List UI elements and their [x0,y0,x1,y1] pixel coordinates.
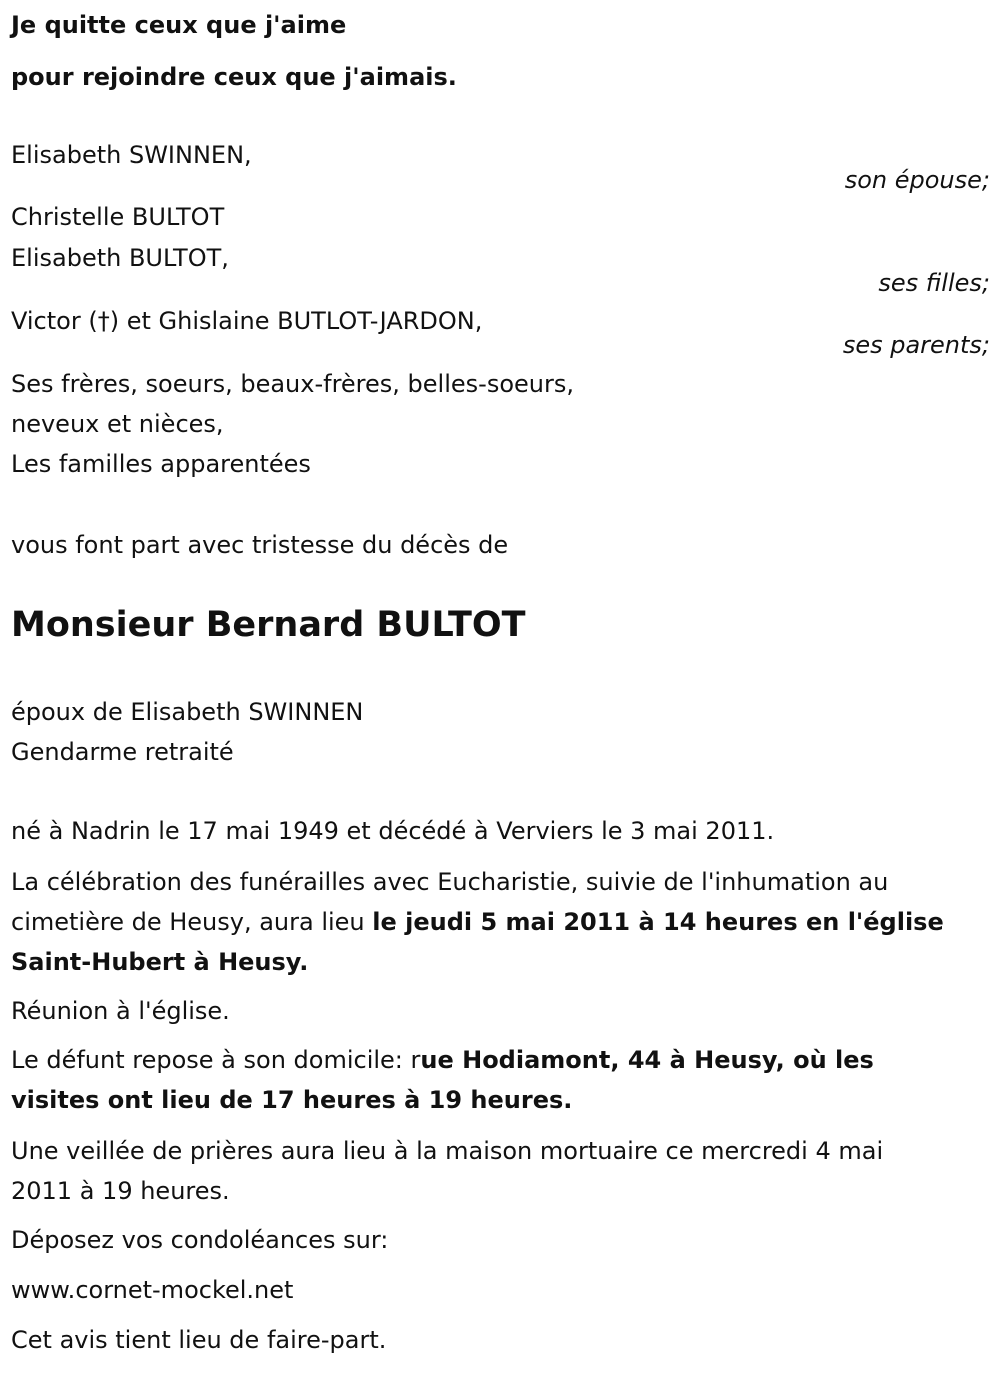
funeral-line-2 [11,908,944,936]
funeral-line-3: Saint-Hubert à Heusy. [11,948,309,976]
epigraph-line-2: pour rejoindre ceux que j'aimais. [11,63,457,91]
birth-death: né à Nadrin le 17 mai 1949 et décédé à Verviers le 3 mai 2011. [11,817,775,845]
meeting: Réunion à l'église. [11,997,230,1025]
vigil-line: 2011 à 19 heures. [11,1177,230,1205]
daughter-name: Christelle BULTOT [11,203,225,231]
relatives-line: neveux et nièces, [11,410,224,438]
spouse-name: Elisabeth SWINNEN, [11,141,252,169]
funeral-plain: cimetière de Heusy, aura lieu [11,908,373,936]
rest-line-2: visites ont lieu de 17 heures à 19 heures. [11,1086,573,1114]
relatives-line: Les familles apparentées [11,450,311,478]
detail-line: époux de Elisabeth SWINNEN [11,698,364,726]
rest-line-1 [11,1046,874,1074]
parents-role: ses parents; [842,331,990,359]
condolences: Déposez vos condoléances sur: [11,1226,389,1254]
detail-line: Gendarme retraité [11,738,234,766]
funeral-bold: le jeudi 5 mai 2011 à 14 heures en l'église [372,908,944,936]
daughters-role: ses filles; [878,269,990,297]
rest-bold: ue Hodiamont, 44 à Heusy, où les [420,1046,874,1074]
relatives-line: Ses frères, soeurs, beaux-frères, belles-soeurs, [11,370,574,398]
epigraph-line-1: Je quitte ceux que j'aime [11,11,347,39]
closing: Cet avis tient lieu de faire-part. [11,1326,387,1354]
deceased-name: Monsieur Bernard BULTOT [11,605,526,645]
announcement: vous font part avec tristesse du décès de [11,531,509,559]
spouse-role: son épouse; [844,166,990,194]
funeral-line-1: La célébration des funérailles avec Eucharistie, suivie de l'inhumation au [11,868,889,896]
daughter-name: Elisabeth BULTOT, [11,244,229,272]
website-link[interactable]: www.cornet-mockel.net [11,1276,294,1304]
parents-names: Victor (†) et Ghislaine BUTLOT-JARDON, [11,307,483,335]
rest-plain: Le défunt repose à son domicile: r [11,1046,421,1074]
vigil-line: Une veillée de prières aura lieu à la maison mortuaire ce mercredi 4 mai [11,1137,884,1165]
